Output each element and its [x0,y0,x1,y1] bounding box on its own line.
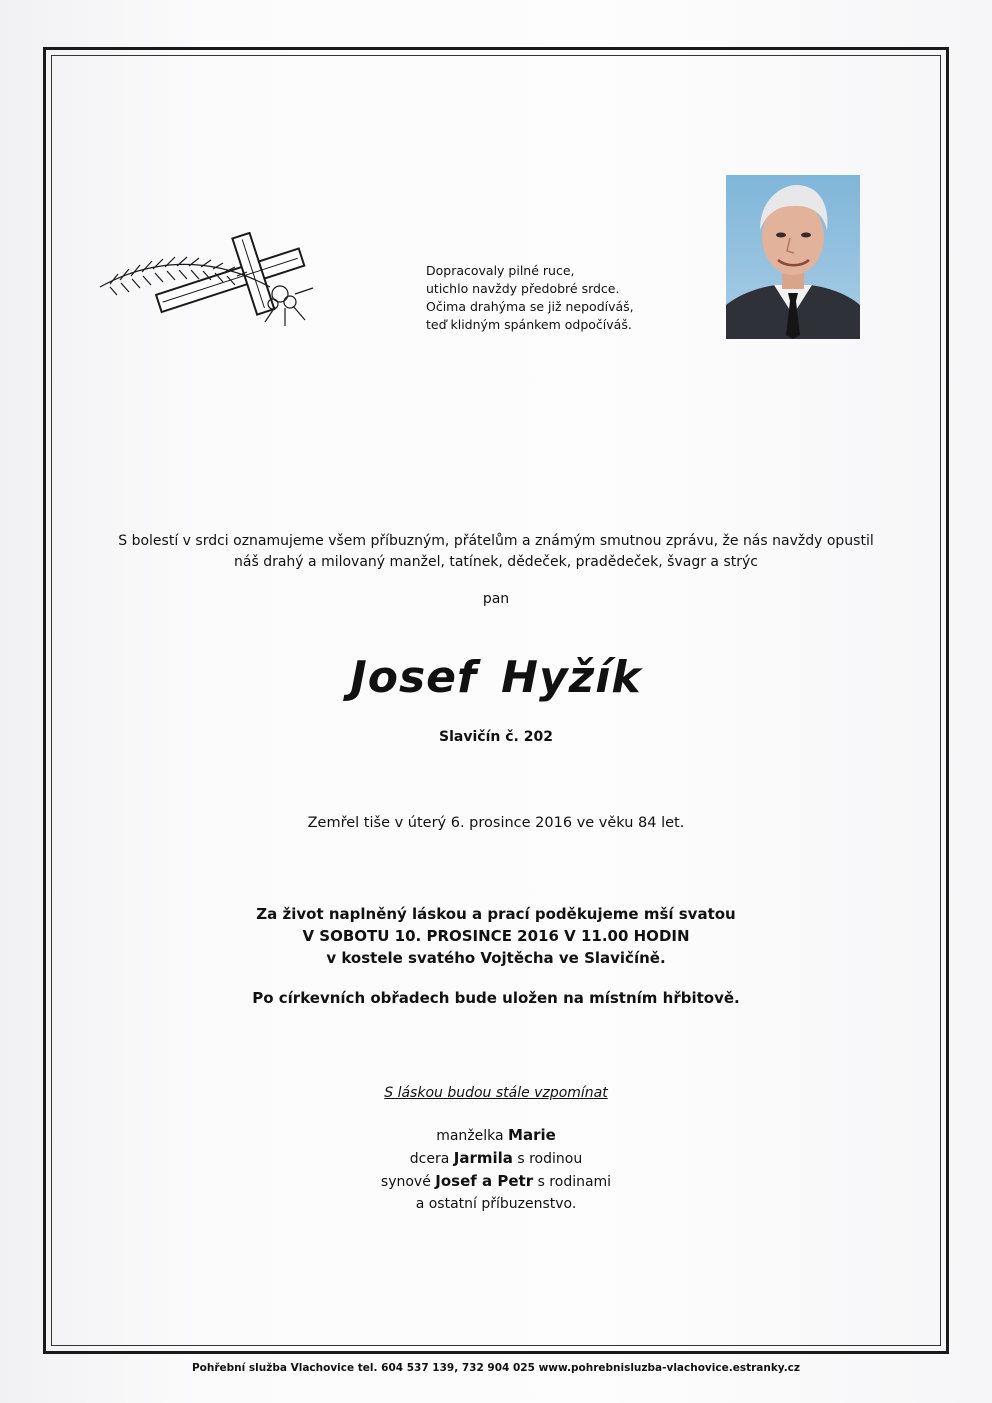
poem-line: Dopracovaly pilné ruce, [426,263,575,278]
sons-label: synové [380,1174,431,1190]
daughter-name: Jarmila [453,1149,513,1167]
remembrance-heading: S láskou budou stále vzpomínat [384,1085,608,1101]
salutation: pan [482,591,510,607]
family-list [60,1124,932,1215]
funeral-service-footer: Pohřební služba Vlachovice tel. 604 537 139, 732 904 025 www.pohrebnisluzba-vlachovice.estranky.cz [191,1362,801,1374]
sons-names: Josef a Petr [435,1172,534,1190]
wife-name: Marie [508,1126,556,1144]
family-daughter [60,1147,932,1170]
death-notice: Zemřel tiše v úterý 6. prosince 2016 ve věku 84 let. [307,815,685,831]
memorial-poem [426,262,686,334]
poem-line: teď klidným spánkem odpočíváš. [426,317,632,332]
poem-line: utichlo navždy předobré srdce. [426,281,620,296]
deceased-name [60,652,932,703]
poem-line: Očima drahýma se již nepodíváš, [426,299,634,314]
daughter-label: dcera [409,1151,450,1167]
announcement [60,531,932,573]
portrait-photo [726,175,860,339]
announcement-line: náš drahý a milovaný manžel, tatínek, dědeček, pradědeček, švagr a strýc [234,554,758,570]
sons-suffix: s rodinami [537,1174,612,1190]
ceremony-place: v kostele svatého Vojtěcha ve Slavičíně. [326,949,666,967]
deceased-address: Slavičín č. 202 [439,729,553,745]
cross-palm-icon [95,232,325,332]
family-relatives: a ostatní příbuzenstvo. [415,1196,577,1212]
last-name: Hyžík [501,652,642,703]
daughter-suffix: s rodinou [517,1151,583,1167]
family-wife [60,1124,932,1147]
wife-label: manželka [436,1128,504,1144]
ceremony-line: Za život naplněný láskou a prací poděkujeme mší svatou [256,905,736,923]
ceremony-info [60,903,932,969]
family-sons [60,1170,932,1193]
announcement-line: S bolestí v srdci oznamujeme všem příbuzným, přátelům a známým smutnou zprávu, že nás navždy opustil [118,533,874,549]
ceremony-date: V SOBOTU 10. PROSINCE 2016 V 11.00 HODIN [302,927,690,945]
first-name: Josef [350,652,478,703]
burial-notice: Po církevních obřadech bude uložen na místním hřbitově. [252,989,740,1007]
